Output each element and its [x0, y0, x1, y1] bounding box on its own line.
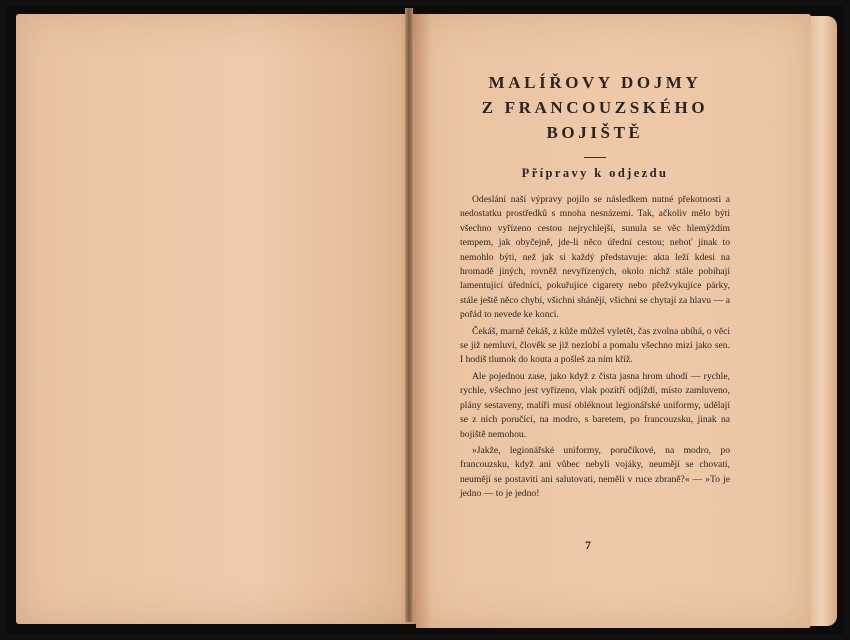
title-line-1: MALÍŘOVY DOJMY [488, 73, 702, 92]
page-number: 7 [585, 538, 591, 552]
paragraph-2: Čekáš, marně čekáš, z kůže můžeš vyletět, čas zvolna ubíhá, o věci se již nemluví, člověk se již nezlobí a pomalu všechno mizí jako sen. I hodíš tlumok do kouta a pošleš za ním kříž. [460, 325, 730, 366]
chapter-title: Přípravy k odjezdu [521, 166, 669, 180]
book-gutter [405, 8, 413, 622]
title-line-3: BOJIŠTĚ [546, 123, 644, 142]
page-edges [811, 16, 837, 626]
book-title [460, 70, 730, 145]
paragraph-3: Ale pojednou zase, jako když z čista jasna hrom uhodí — rychle, rychle, všechno jest vyřízeno, vlak pozítří odjíždí, místo zamluveno, plány sestaveny, malíři musí obléknout legionářské uniformy, udělají se z nich poručíci, na modro, s baretem, po francouzsku, jinak na bojiště nemohou. [460, 370, 730, 440]
title-divider [584, 157, 606, 158]
title-line-2: Z FRANCOUZSKÉHO [481, 98, 709, 117]
paragraph-1: Odeslání naší výpravy pojilo se následkem nutné překotnosti a nedostatku prostředků s mnoha nesnázemi. Tak, ačkoliv mělo býti všechno vyřízeno cestou nejrychlejší, sunula se věc hlemýždím tempem, jak obyčejně, jde-li něco úřední cestou; neboť jinak to nemohlo býti, než jak si každý představuje: akta leží kdesi na hromadě jiných, rovněž nevyřízených, okolo nichž stále pobíhají lamentující úředníci, pokuřujíce cigarety nebo přežvykujíce párky, stále ještě něco chybí, všichni shánějí, všichni se chytají za hlavu — a pořád to nevede ke konci. [460, 194, 730, 321]
page-content [460, 70, 730, 502]
paragraph-4: »Jakže, legionářské uniformy, poručíkové, na modro, po francouzsku, když ani vůbec nebyli vojáky, neumějí se chovati, neumějí se postaviti ani salutovati, neměli v ruce zbraně?« — »To je jedno — to je jedno! [460, 444, 730, 500]
chapter-body [460, 193, 730, 502]
left-page-blank [16, 14, 416, 624]
